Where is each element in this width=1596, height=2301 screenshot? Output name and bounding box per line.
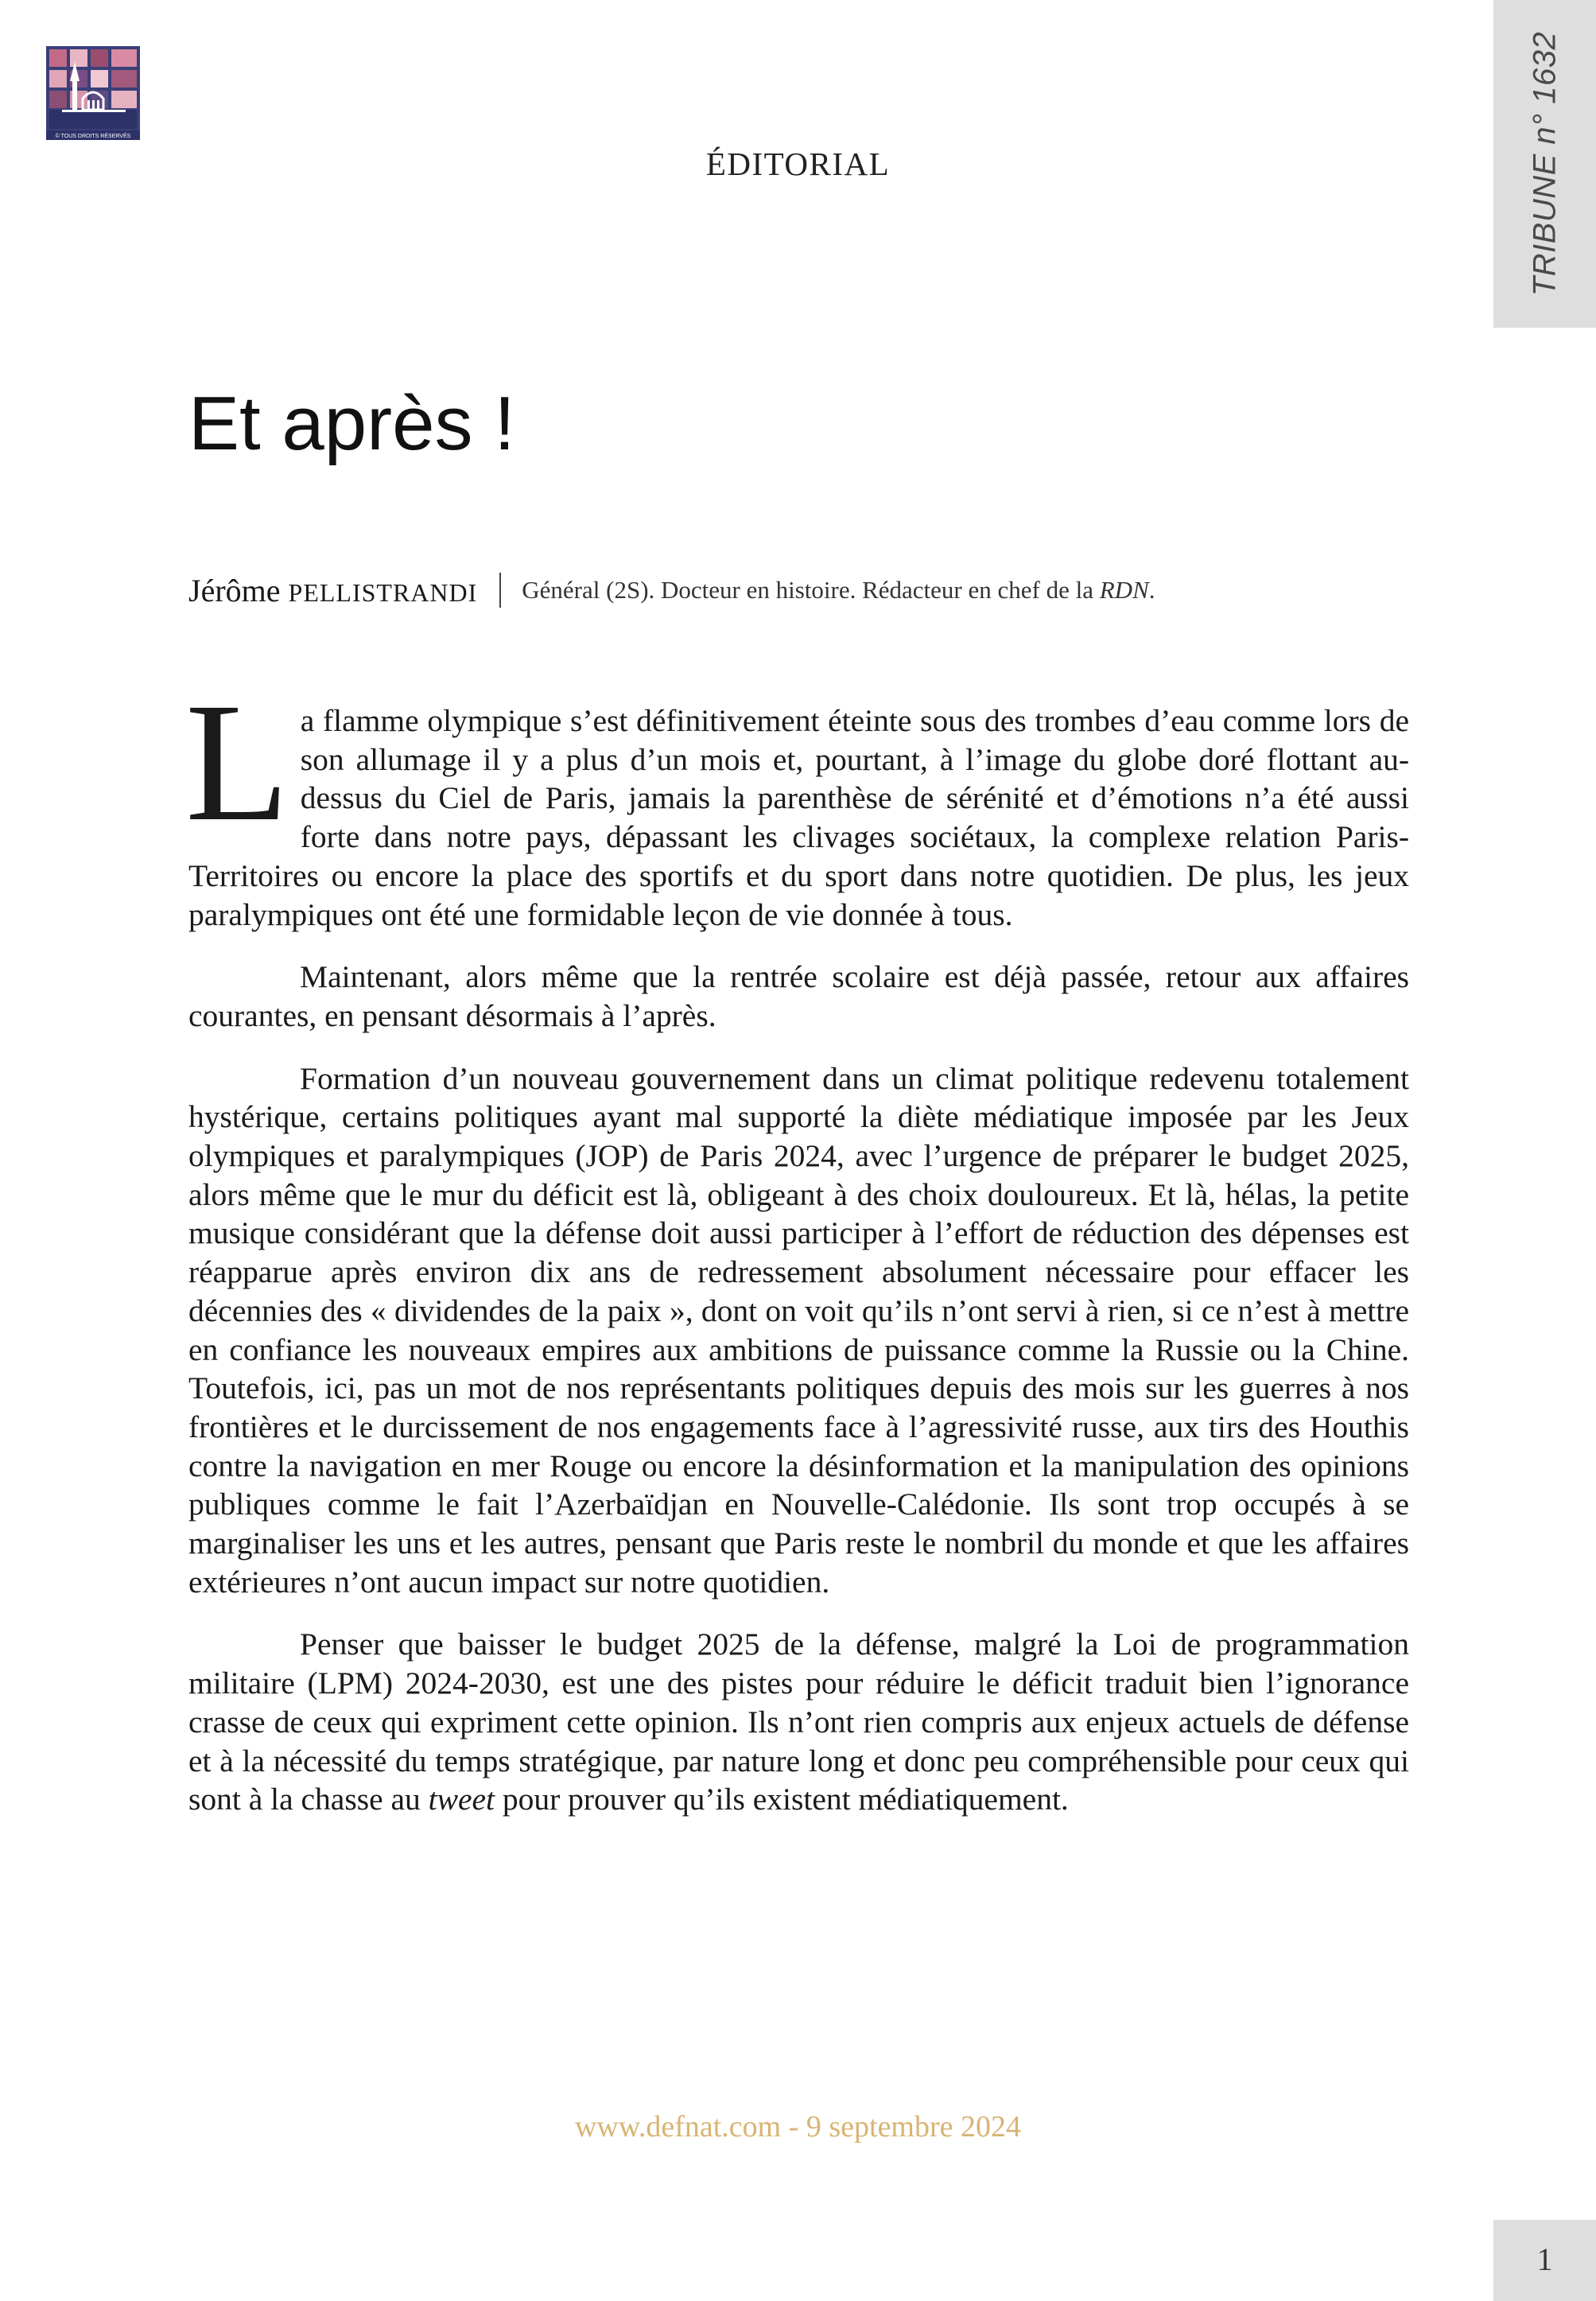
page-number: 1 bbox=[1536, 2241, 1553, 2277]
tribune-tag: TRIBUNE n° 1632 bbox=[1527, 31, 1562, 297]
page-number-band bbox=[1493, 2220, 1596, 2301]
paragraph-4-italic: tweet bbox=[428, 1782, 495, 1817]
credentials-end: . bbox=[1148, 576, 1155, 604]
author-first-name: Jérôme bbox=[188, 572, 281, 608]
paragraph-2: Maintenant, alors même que la rentrée scolaire est déjà passée, retour aux affaires courantes, en pensant désormais à l’après. bbox=[188, 959, 1409, 1033]
article-title: Et après ! bbox=[188, 381, 515, 466]
footer-source[interactable]: www.defnat.com - 9 septembre 2024 bbox=[574, 2110, 1022, 2144]
credentials-text: Général (2S). Docteur en histoire. Rédacteur en chef de la bbox=[522, 576, 1093, 604]
paragraph-3: Formation d’un nouveau gouvernement dans un climat politique redevenu totalement hystérique, certains politiques ayant mal supporté la diète médiatique imposée par les Jeux olympiques et paralympiques (JOP) de Paris 2024, avec l’urgence de préparer le budget 2025, alors même que le mur du déficit est là, obligeant à des choix douloureux. Et là, hélas, la petite musique considérant que la défense doit aussi participer à l’effort de réduction des dépenses est réapparue après environ dix ans de redressement absolument nécessaire pour effacer les décennies des « dividendes de la paix », dont on voit qu’ils n’ont servi à rien, si ce n’est à mettre en confiance les nouveaux empires aux ambitions de puissance comme la Russie ou la Chine. Toutefois, ici, pas un mot de nos représentants politiques depuis des mois sur les guerres à nos frontières et le durcissement de nos engagements face à l’agressivité russe, aux tirs des Houthis contre la navigation en mer Rouge ou encore la désinformation et la manipulation des opinions publiques comme le fait l’Azerbaïdjan en Nouvelle-Calédonie. Ils sont trop occupés à se marginaliser les uns et les autres, pensant que Paris reste le nombril du monde et que les affaires extérieures n’ont aucun impact sur notre quotidien. bbox=[188, 1060, 1409, 1599]
paragraph-4-text-a: Penser que baisser le budget 2025 de la défense, malgré la Loi de programmation militaire (LPM) 2024-2030, est une des pistes pour réduire le déficit traduit bien l’ignorance crasse de ceux qui expriment cette opinion. Ils n’ont rien compris aux enjeux actuels de défense et à la nécessité du temps stratégique, par nature long et donc peu compréhensible pour ceux qui sont à la chasse au bbox=[188, 1627, 1409, 1817]
drop-cap: L bbox=[185, 668, 289, 857]
byline bbox=[188, 569, 1155, 611]
section-label: ÉDITORIAL bbox=[705, 146, 891, 182]
paragraph-4 bbox=[188, 1625, 1409, 1819]
paragraph-4-text-b: pour prouver qu’ils existent médiatiquement. bbox=[502, 1782, 1069, 1817]
paragraph-1-text: a flamme olympique s’est définitivement éteinte sous des trombes d’eau comme lors de son allumage il y a plus d’un mois et, pourtant, à l’image du globe doré flottant au-dessus du Ciel de Paris, jamais la parenthèse de sérénité et d’émotions n’a été aussi forte dans notre pays, dépassant les clivages sociétaux, la complexe relation Paris-Territoires ou encore la place des sportifs et du sport dans notre quotidien. De plus, les jeux paralympiques ont été une formidable leçon de vie donnée à tous. bbox=[188, 703, 1409, 932]
author-credentials bbox=[522, 576, 1155, 604]
svg-text:© TOUS DROITS RÉSERVÉS: © TOUS DROITS RÉSERVÉS bbox=[55, 134, 131, 139]
author-last-name: PELLISTRANDI bbox=[288, 577, 478, 607]
author-name bbox=[188, 572, 477, 609]
byline-divider bbox=[499, 573, 501, 608]
institution-building-logo bbox=[46, 46, 140, 140]
credentials-journal: RDN bbox=[1099, 576, 1149, 604]
article-body bbox=[185, 668, 1409, 1843]
paragraph-1 bbox=[185, 668, 1409, 934]
